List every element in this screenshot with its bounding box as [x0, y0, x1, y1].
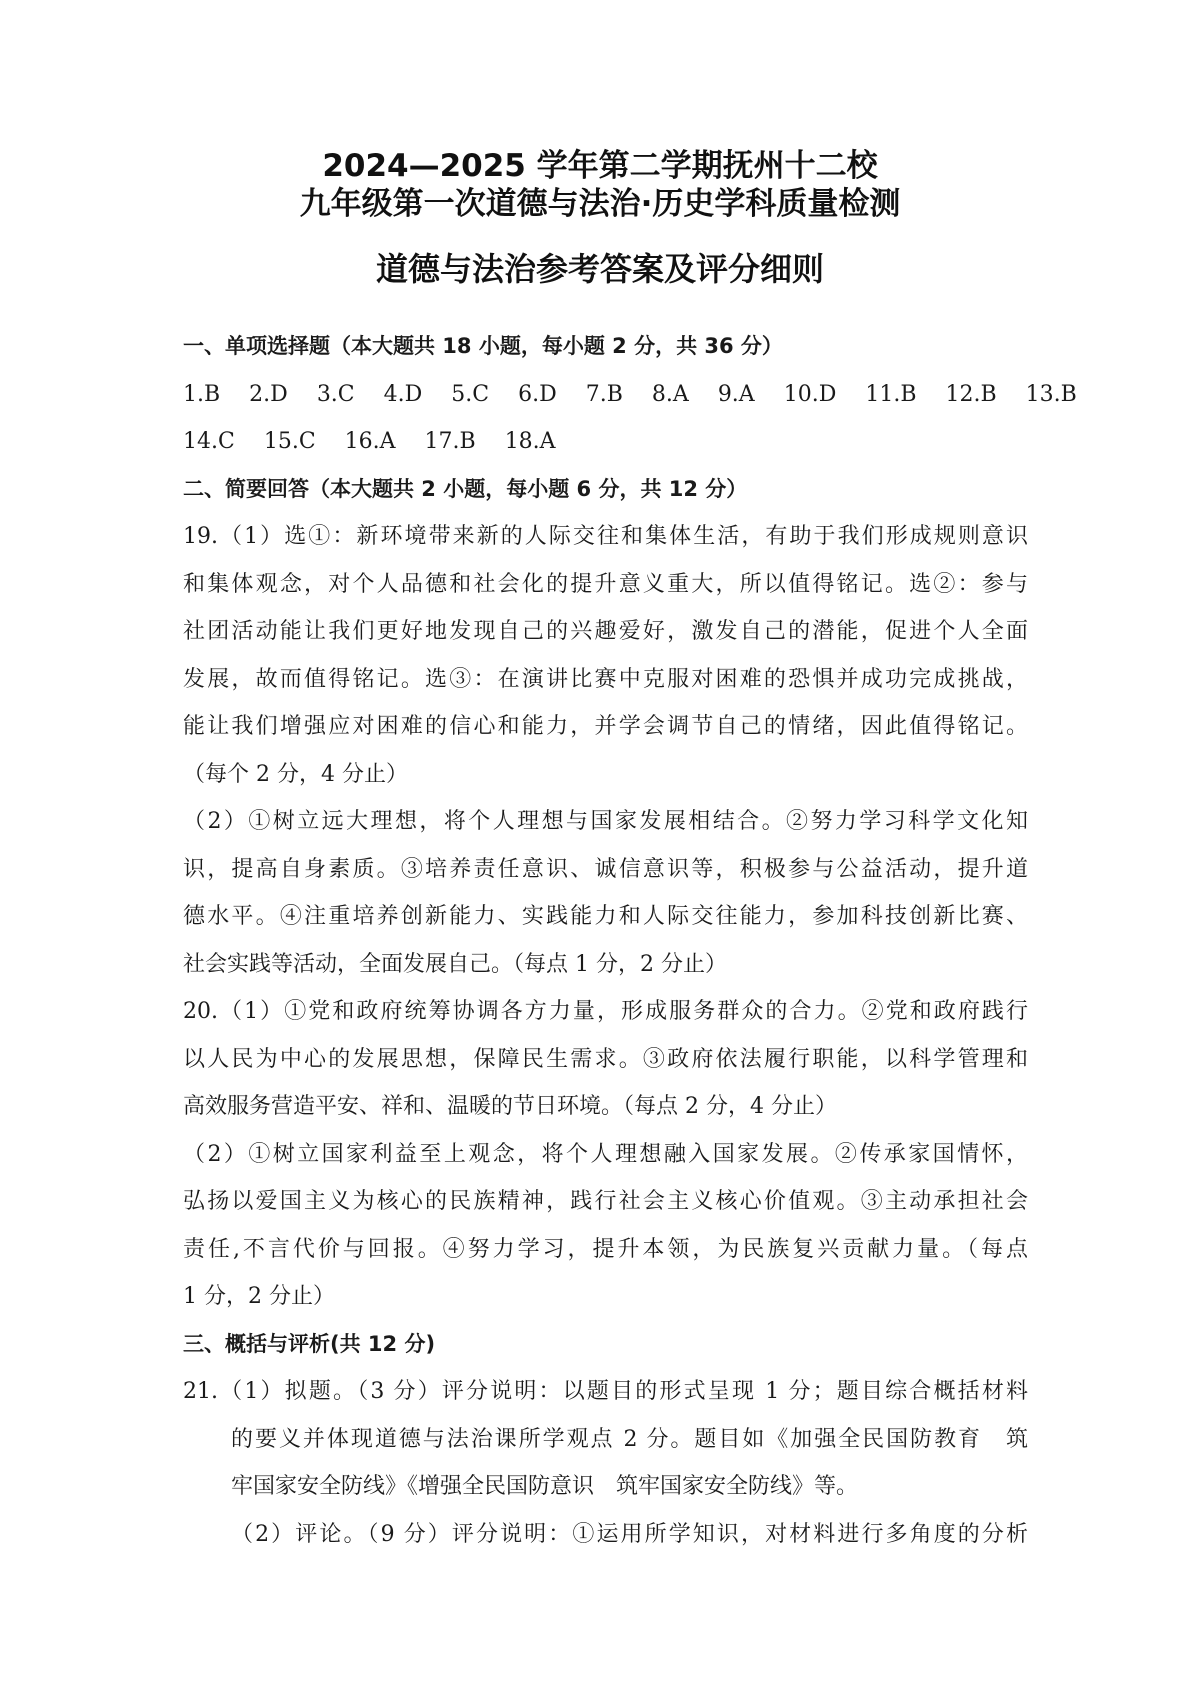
- section1-heading: 一、单项选择题（本大题共 18 小题，每小题 2 分，共 36 分）: [183, 334, 783, 358]
- answer-item: 10.D: [783, 381, 837, 407]
- choice-answers-row1: [183, 371, 1077, 419]
- q20-line: 高效服务营造平安、祥和、温暖的节日环境。（每点 2 分，4 分止）: [183, 1094, 837, 1119]
- answer-item: 15.C: [263, 429, 316, 454]
- q20-line: （2）①树立国家利益至上观念，将个人理想融入国家发展。②传承家国情怀，: [183, 1141, 1028, 1167]
- q19-line: 识，提高自身素质。③培养责任意识、诚信意识等，积极参与公益活动，提升道: [183, 856, 1028, 882]
- answer-body: [183, 323, 1077, 1558]
- answer-key-title: 道德与法治参考答案及评分细则: [375, 250, 824, 288]
- q20-line: 责任,不言代价与回报。④努力学习，提升本领，为民族复兴贡献力量。（每点: [183, 1236, 1028, 1262]
- exam-title-line1: 2024—2025 学年第二学期抚州十二校: [322, 148, 878, 184]
- answer-item: 1.B: [183, 381, 221, 407]
- q19-line: 发展，故而值得铭记。选③：在演讲比赛中克服对困难的恐惧并成功完成挑战，: [183, 666, 1028, 692]
- answer-item: 5.C: [451, 381, 490, 407]
- answer-item: 16.A: [344, 429, 396, 454]
- answer-item: 7.B: [585, 381, 623, 407]
- q20-line: 弘扬以爱国主义为核心的民族精神，践行社会主义核心价值观。③主动承担社会: [183, 1189, 1028, 1214]
- q21-line: （2）评论。（9 分）评分说明：①运用所学知识，对材料进行多角度的分析: [231, 1521, 1028, 1547]
- answer-item: 17.B: [424, 429, 476, 454]
- q20-line: 20.（1）①党和政府统筹协调各方力量，形成服务群众的合力。②党和政府践行: [183, 999, 1028, 1024]
- q20-line: 1 分，2 分止）: [183, 1284, 335, 1309]
- exam-title-line2: 九年级第一次道德与法治·历史学科质量检测: [299, 186, 901, 222]
- answer-item: 6.D: [518, 381, 557, 407]
- q21-line: 牢国家安全防线》《增强全民国防意识 筑牢国家安全防线》等。: [231, 1474, 859, 1499]
- answer-item: 4.D: [383, 381, 423, 407]
- q19-line: 德水平。④注重培养创新能力、实践能力和人际交往能力，参加科技创新比赛、: [183, 904, 1028, 929]
- answer-item: 11.B: [865, 381, 917, 407]
- answer-item: 8.A: [651, 381, 689, 407]
- section2-heading: 二、简要回答（本大题共 2 小题，每小题 6 分，共 12 分）: [183, 476, 748, 501]
- q19-line: 19.（1）选①：新环境带来新的人际交往和集体生活，有助于我们形成规则意识: [183, 524, 1028, 549]
- answer-item: 14.C: [183, 429, 235, 454]
- section3-heading: 三、概括与评析(共 12 分): [183, 1331, 436, 1356]
- answer-item: 13.B: [1025, 381, 1077, 407]
- answer-item: 18.A: [504, 429, 556, 454]
- q20-line: 以人民为中心的发展思想，保障民生需求。③政府依法履行职能，以科学管理和: [183, 1046, 1028, 1072]
- q19-line: 社团活动能让我们更好地发现自己的兴趣爱好，激发自己的潜能，促进个人全面: [183, 619, 1028, 644]
- q21-line: 的要义并体现道德与法治课所学观点 2 分。题目如《加强全民国防教育 筑: [231, 1426, 1028, 1452]
- answer-item: 2.D: [249, 381, 288, 407]
- q19-line: 社会实践等活动，全面发展自己。（每点 1 分，2 分止）: [183, 951, 727, 977]
- q19-line: 能让我们增强应对困难的信心和能力，并学会调节自己的情绪，因此值得铭记。: [183, 714, 1028, 739]
- answer-item: 12.B: [945, 381, 997, 407]
- choice-answers-row2: [183, 418, 1028, 466]
- answer-item: 9.A: [717, 381, 755, 407]
- q19-line: （2）①树立远大理想，将个人理想与国家发展相结合。②努力学习科学文化知: [183, 809, 1028, 834]
- q19-line: 和集体观念，对个人品德和社会化的提升意义重大，所以值得铭记。选②：参与: [183, 571, 1028, 597]
- q19-line: （每个 2 分，4 分止）: [183, 761, 408, 787]
- q21-line: 21.（1）拟题。（3 分）评分说明：以题目的形式呈现 1 分；题目综合概括材料: [183, 1379, 1028, 1404]
- answer-item: 3.C: [316, 381, 355, 407]
